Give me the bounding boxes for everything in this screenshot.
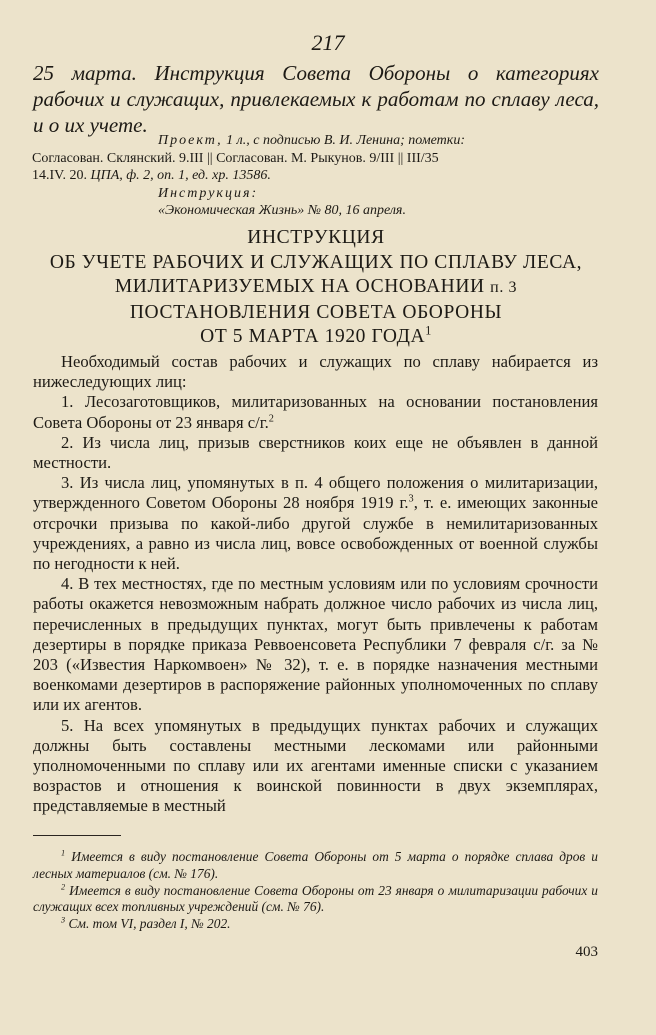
instruction-body [33,352,598,817]
item-3 [33,473,598,574]
page-number-bottom: 403 [575,944,598,960]
footnote-2-text: Имеется в виду постановление Совета Обороны от 23 января о милитаризации рабочих и служащих всех топливных учреждений (см. № 76). [33,882,598,915]
footnote-divider [33,835,121,836]
item-1-ref: 2 [268,413,274,425]
item-2: 2. Из числа лиц, призыв сверстников коих еще не объявлен в данной местности. [33,432,598,473]
title-line-2: ОБ УЧЕТЕ РАБОЧИХ И СЛУЖАЩИХ ПО СПЛАВУ ЛЕСА, [49,251,583,273]
instruction-label: Инструкция: [158,185,259,201]
title-line-3a: МИЛИТАРИЗУЕМЫХ НА ОСНОВАНИИ [114,276,491,297]
source-line-notes: Согласован. Склянский. 9.III || Согласован. М. Рыкунов. 9/III || III/35 [32,150,439,166]
document-heading: 25 марта. Инструкция Совета Обороны о категориях рабочих и служащих, привлекаемых к работам по сплаву леса, и о их учете. [33,61,599,137]
item-5: 5. На всех упомянутых в предыдущих пунктах рабочих и служащих должны быть составлены местными лескомами или районными уполномоченными по сплаву или их агентами именные списки с указанием возрастов и отношения к воинской повинности в двух экземплярах, представляемые в местный [33,715,598,816]
publication-ref: «Экономическая Жизнь» № 80, 16 апреля. [158,203,406,218]
title-line-3 [30,275,602,301]
notes-date: 14.IV. 20. [32,168,91,183]
footnote-2 [33,883,598,917]
title-line-3b: п. 3 [490,279,518,296]
footnote-1 [33,849,598,883]
title-line-5-text: ОТ 5 МАРТА 1920 ГОДА [200,326,426,347]
footnote-1-mark: 1 [61,848,66,858]
project-label: Проект, [158,133,223,148]
intro-paragraph: Необходимый состав рабочих и служащих по сплаву набирается из нижеследующих лиц: [33,352,598,392]
footnote-3 [33,916,598,933]
footnote-2-mark: 2 [61,882,66,892]
project-text: 1 л., с подписью В. И. Ленина; пометки: [222,133,465,148]
footnote-3-text: См. том VI, раздел I, № 202. [65,916,231,932]
source-line-project [158,132,598,150]
footnotes [33,849,598,933]
item-3-text-a: 3. Из числа лиц, упомянутых в п. 4 общего положения о милитаризации, утвержденного Советом Обороны 28 ноября 1919 г. [33,473,598,513]
title-line-5 [30,325,602,350]
item-3-text-b: , т. е. имеющих законные отсрочки призыва по какой-либо другой службе в немилитаризованных учреждениях, а равно из числа лиц, вовсе освобожденных от военной службы по негодности к ней. [33,493,598,574]
archive-ref: ЦПА, ф. 2, оп. 1, ед. хр. 13586. [90,168,271,183]
source-notes [32,132,598,220]
item-1-text: 1. Лесозаготовщиков, милитаризованных на основании постановления Совета Обороны от 23 января с/г. [33,392,598,432]
source-line-archive [32,167,598,185]
item-4: 4. В тех местностях, где по местным условиям или по условиям срочности работы окажется невозможным набрать должное число рабочих из числа лиц, перечисленных в предыдущих пунктах, могут быть привлечены к работам дезертиры в порядке приказа Реввоенсовета Республики 7 февраля с/г. за № 203 («Известия Наркомвоен» № 32), т. е. в порядке назначения местными военкомами дезертиров в распоряжение районных уполномоченных по сплаву или их агентов. [33,574,598,715]
item-3-ref: 3 [408,493,414,505]
instruction-title [30,226,602,350]
footnote-3-mark: 3 [61,915,66,925]
footnote-1-text: Имеется в виду постановление Совета Обороны от 5 марта о порядке сплава дров и лесных материалов (см. № 176). [33,849,598,881]
title-line-1: ИНСТРУКЦИЯ [247,227,385,248]
title-line-4: ПОСТАНОВЛЕНИЯ СОВЕТА ОБОРОНЫ [129,301,503,323]
title-footnote-ref: 1 [425,323,432,338]
page-number-top: 217 [311,30,345,55]
item-1 [33,392,598,432]
